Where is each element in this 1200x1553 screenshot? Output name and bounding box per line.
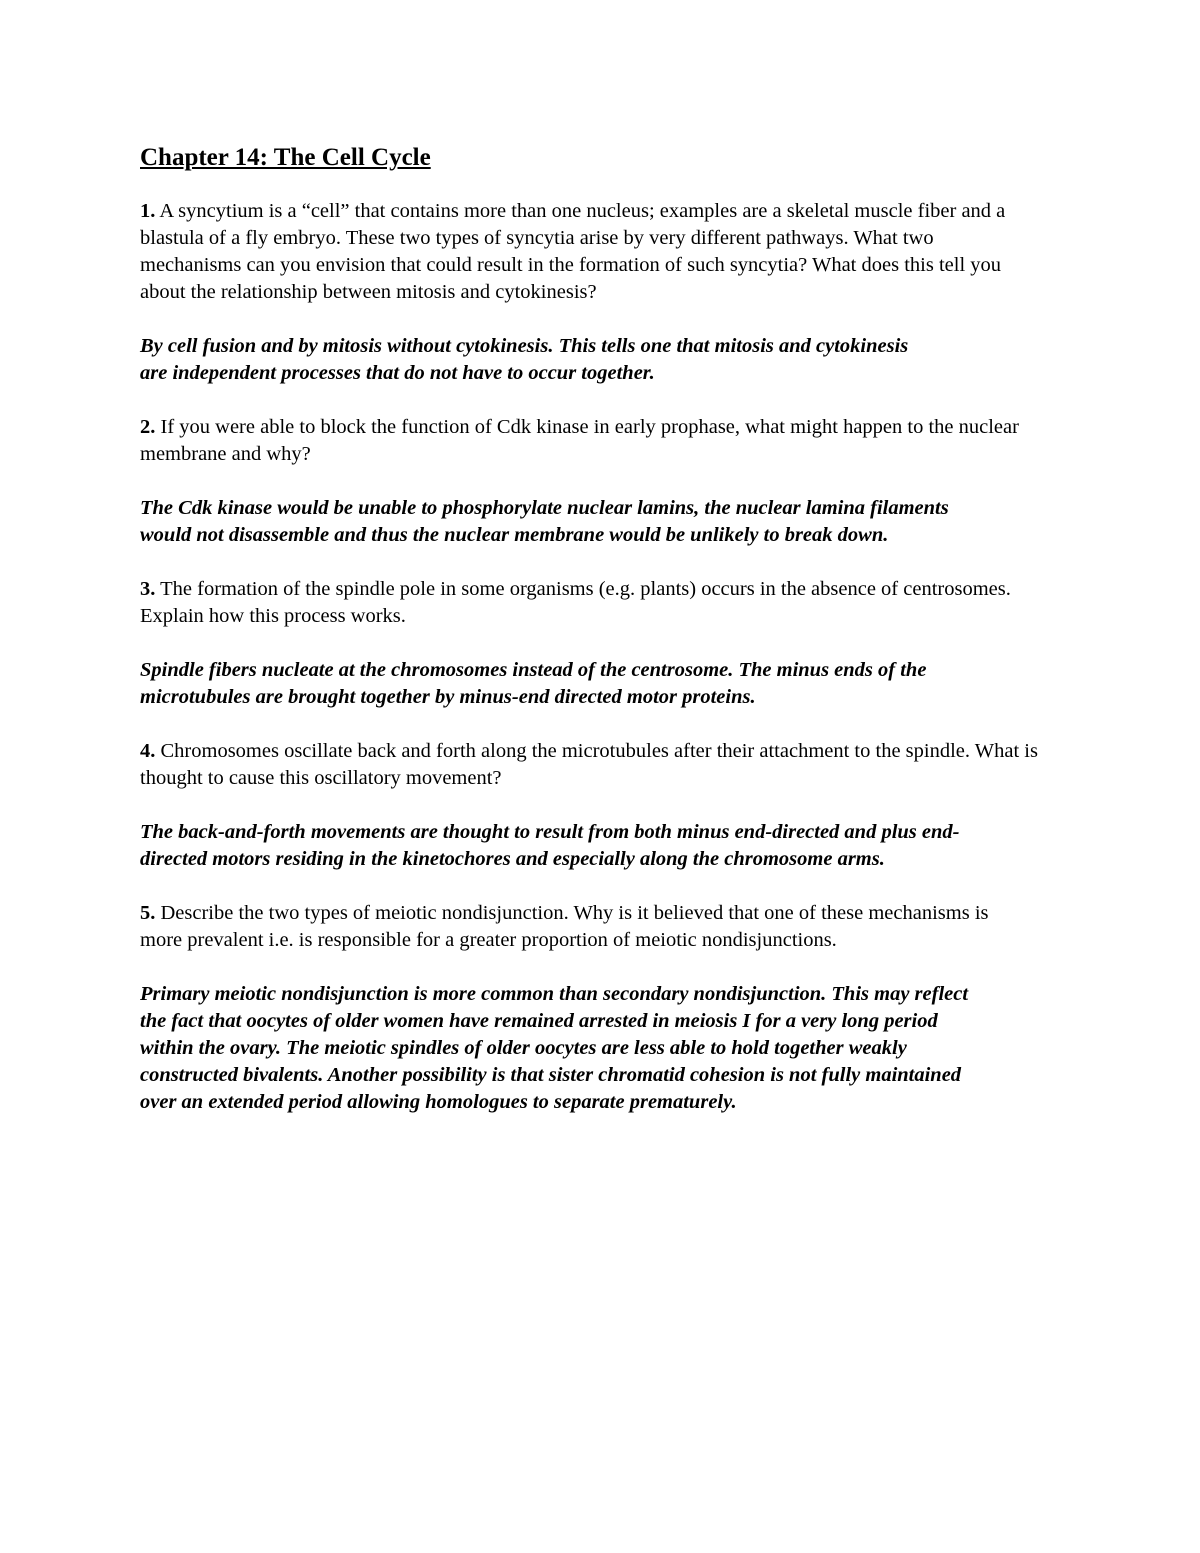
question-number: 2. xyxy=(140,416,156,438)
question-text: If you were able to block the function of Cdk kinase in early prophase, what might happen to the nuclear membrane and why? xyxy=(140,416,1019,465)
question-number: 1. xyxy=(140,200,156,222)
question-4 xyxy=(140,738,1045,792)
question-1 xyxy=(140,198,1040,306)
question-number: 5. xyxy=(140,902,156,924)
answer-3: Spindle fibers nucleate at the chromosomes instead of the centrosome. The minus ends of the microtubules are brought together by minus-end directed motor proteins. xyxy=(140,659,927,708)
answer-1: By cell fusion and by mitosis without cytokinesis. This tells one that mitosis and cytokinesis are independent processes that do not have to occur together. xyxy=(140,335,909,384)
question-number: 4. xyxy=(140,740,156,762)
question-text: A syncytium is a “cell” that contains more than one nucleus; examples are a skeletal muscle fiber and a blastula of a fly embryo. These two types of syncytia arise by very different pathways. What two mechanisms can you envision that could result in the formation of such syncytia? What does this tell you about the relationship between mitosis and cytokinesis? xyxy=(140,200,1006,303)
question-3 xyxy=(140,576,1045,630)
question-2 xyxy=(140,414,1050,468)
document-page xyxy=(140,140,1050,1143)
page-title: Chapter 14: The Cell Cycle xyxy=(140,144,431,171)
answer-4: The back-and-forth movements are thought to result from both minus end-directed and plus end-directed motors residing in the kinetochores and especially along the chromosome arms. xyxy=(140,821,960,870)
question-text: Describe the two types of meiotic nondisjunction. Why is it believed that one of these mechanisms is more prevalent i.e. is responsible for a greater proportion of meiotic nondisjunctions. xyxy=(140,902,989,951)
question-text: The formation of the spindle pole in some organisms (e.g. plants) occurs in the absence of centrosomes. Explain how this process works. xyxy=(140,578,1011,627)
answer-5: Primary meiotic nondisjunction is more common than secondary nondisjunction. This may reflect the fact that oocytes of older women have remained arrested in meiosis I for a very long period within the ovary. The meiotic spindles of older oocytes are less able to hold together weakly constructed bivalents. Another possibility is that sister chromatid cohesion is not fully maintained over an extended period allowing homologues to separate prematurely. xyxy=(140,983,969,1113)
question-text: Chromosomes oscillate back and forth along the microtubules after their attachment to the spindle. What is thought to cause this oscillatory movement? xyxy=(140,740,1038,789)
answer-2: The Cdk kinase would be unable to phosphorylate nuclear lamins, the nuclear lamina filaments would not disassemble and thus the nuclear membrane would be unlikely to break down. xyxy=(140,497,949,546)
question-5 xyxy=(140,900,990,954)
question-number: 3. xyxy=(140,578,156,600)
